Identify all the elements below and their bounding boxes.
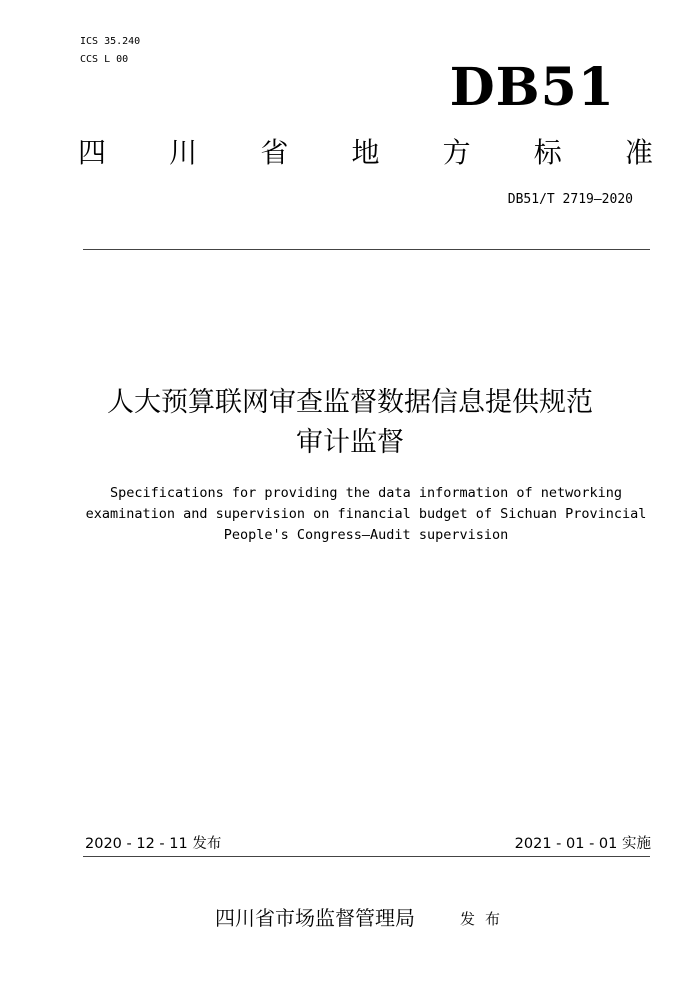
implementation-date: 2021 - 01 - 01 实施 <box>514 836 651 852</box>
standard-type-char: 地 <box>351 136 380 169</box>
standard-type-title <box>78 136 653 170</box>
document-subtitle-cn: 审计监督 <box>296 427 404 458</box>
issue-date: 2020 - 12 - 11 发布 <box>85 836 222 852</box>
ics-code: ICS 35.240 <box>80 36 141 47</box>
document-title-en-line: Specifications for providing the data information of networking <box>109 485 623 501</box>
document-title-en-line: People's Congress—Audit supervision <box>223 527 509 543</box>
standard-type-char: 川 <box>169 136 198 169</box>
footer-divider <box>83 856 650 857</box>
standard-type-char: 方 <box>442 136 471 169</box>
standard-type-char: 准 <box>624 136 653 169</box>
standard-number: DB51/T 2719—2020 <box>507 192 633 207</box>
document-title-cn: 人大预算联网审查监督数据信息提供规范 <box>107 387 593 418</box>
ccs-code: CCS L 00 <box>80 54 129 65</box>
standard-type-char: 标 <box>533 136 562 169</box>
standard-type-char: 省 <box>260 136 289 169</box>
db-standard-code: DB51 <box>449 57 615 118</box>
standard-type-char: 四 <box>78 136 107 169</box>
issuing-authority: 四川省市场监督管理局 <box>215 906 415 930</box>
issuing-action: 发布 <box>460 910 511 928</box>
header-divider <box>83 249 650 250</box>
document-title-en-line: examination and supervision on financial budget of Sichuan Provincial <box>85 506 647 522</box>
